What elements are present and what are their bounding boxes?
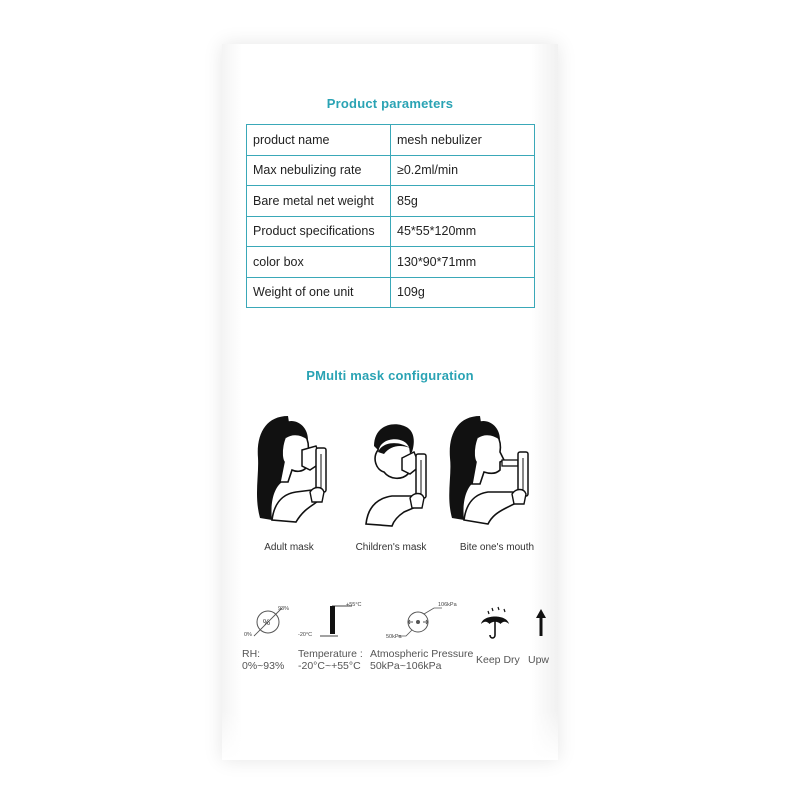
child-mask-illustration (354, 412, 446, 532)
temperature-limit-icon (318, 602, 358, 642)
param-key: Bare metal net weight (247, 186, 391, 217)
param-value: 109g (391, 277, 535, 308)
mouthpiece-illustration (446, 412, 546, 532)
table-row (247, 216, 535, 247)
this-way-up-arrow-icon (534, 608, 548, 638)
param-value: 45*55*120mm (391, 216, 535, 247)
box-bottom-fade (222, 710, 558, 760)
pressure-low-label: 50kPa (386, 634, 402, 640)
table-row (247, 155, 535, 186)
humidity-label: RH: 0%~93% (242, 648, 285, 672)
param-value: 85g (391, 186, 535, 217)
child-mask-caption: Children's mask (355, 542, 427, 553)
pressure-label: Atmospheric Pressure 50kPa~106kPa (370, 648, 474, 672)
temperature-low-label: -20°C (298, 632, 313, 638)
adult-mask-caption: Adult mask (264, 542, 314, 553)
param-key: color box (247, 247, 391, 278)
adult-mask-illustration (252, 412, 344, 532)
pressure-limit-icon (396, 606, 446, 640)
table-row (247, 186, 535, 217)
table-row (247, 247, 535, 278)
keep-dry-umbrella-icon (478, 606, 512, 642)
humidity-low-label: 0% (244, 632, 252, 638)
parameters-title: Product parameters (326, 96, 454, 111)
param-key: product name (247, 125, 391, 156)
param-key: Product specifications (247, 216, 391, 247)
temperature-label: Temperature : -20°C~+55°C (298, 648, 363, 672)
param-key: Max nebulizing rate (247, 155, 391, 186)
table-row (247, 277, 535, 308)
package-box (222, 44, 558, 760)
humidity-high-label: 93% (278, 606, 290, 612)
param-value: ≥0.2ml/min (391, 155, 535, 186)
mask-config-title: PMulti mask configuration (306, 368, 474, 383)
temperature-high-label: +55°C (346, 602, 362, 608)
mouthpiece-caption: Bite one's mouth (459, 542, 535, 553)
svg-text:%: % (263, 618, 271, 627)
keep-dry-label: Keep Dry (476, 654, 520, 666)
pressure-high-label: 106kPa (438, 602, 457, 608)
upward-label: Upw (528, 654, 550, 666)
param-value: mesh nebulizer (391, 125, 535, 156)
table-row (247, 125, 535, 156)
parameters-table (246, 124, 535, 308)
param-key: Weight of one unit (247, 277, 391, 308)
param-value: 130*90*71mm (391, 247, 535, 278)
